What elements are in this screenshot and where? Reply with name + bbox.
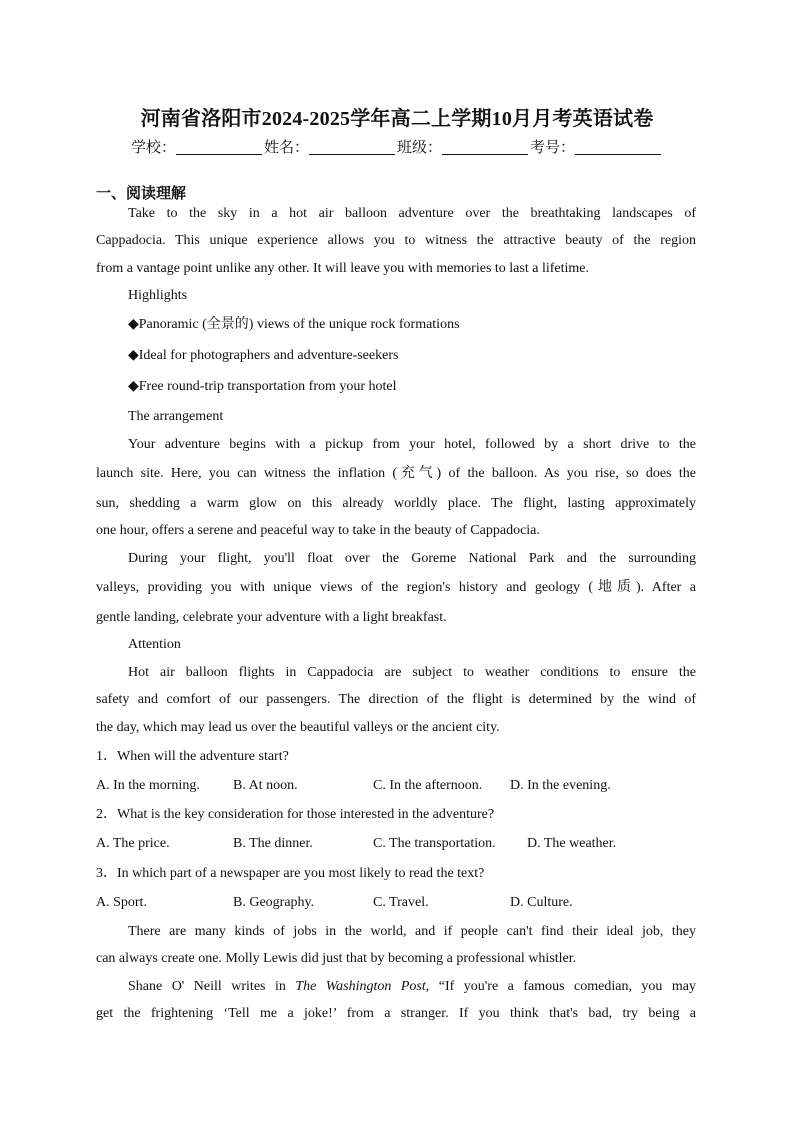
passage-text: Shane O' Neill writes in bbox=[128, 979, 296, 994]
passage-line: safety and comfort of our passengers. The direction of the flight is determined by the wind of bbox=[96, 692, 696, 707]
answer-option-c[interactable]: C. In the afternoon. bbox=[373, 778, 483, 793]
answer-option-a[interactable]: A. The price. bbox=[96, 836, 170, 851]
section-heading: 一、阅读理解 bbox=[96, 186, 187, 202]
answer-option-c[interactable]: C. Travel. bbox=[373, 895, 429, 910]
answer-option-b[interactable]: B. The dinner. bbox=[233, 836, 313, 851]
passage-line bbox=[128, 978, 696, 996]
passage-line: Take to the sky in a hot air balloon adventure over the breathtaking landscapes of bbox=[128, 206, 696, 221]
passage-line: launch site. Here, you can witness the inflation (充气) of the balloon. As you rise, so does the bbox=[96, 466, 696, 481]
passage-line: During your flight, you'll float over the Goreme National Park and the surrounding bbox=[128, 551, 696, 566]
passage-line: valleys, providing you with unique views of the region's history and geology (地质). After a bbox=[96, 580, 696, 595]
passage-subheading: The arrangement bbox=[128, 409, 224, 424]
class-blank[interactable] bbox=[442, 140, 528, 155]
list-item: ◆Ideal for photographers and adventure-seekers bbox=[128, 348, 399, 363]
question-stem: 1．When will the adventure start? bbox=[96, 749, 289, 764]
answer-option-b[interactable]: B. At noon. bbox=[233, 778, 298, 793]
answer-option-a[interactable]: A. Sport. bbox=[96, 895, 147, 910]
answer-option-c[interactable]: C. The transportation. bbox=[373, 836, 496, 851]
name-label: 姓名： bbox=[263, 140, 309, 156]
student-info-row bbox=[0, 136, 794, 157]
newspaper-title: The Washington Post bbox=[295, 979, 426, 994]
exam-number-blank[interactable] bbox=[575, 140, 661, 155]
passage-line: sun, shedding a warm glow on this already worldly place. The flight, lasting approximately bbox=[96, 496, 696, 511]
name-blank[interactable] bbox=[309, 140, 395, 155]
list-item: ◆Free round-trip transportation from your hotel bbox=[128, 379, 397, 394]
passage-subheading: Highlights bbox=[128, 288, 188, 303]
passage-line: Hot air balloon flights in Cappadocia are subject to weather conditions to ensure the bbox=[128, 665, 696, 680]
passage-line: Your adventure begins with a pickup from your hotel, followed by a short drive to the bbox=[128, 437, 696, 452]
exam-number-label: 考号： bbox=[530, 140, 576, 156]
answer-option-a[interactable]: A. In the morning. bbox=[96, 778, 200, 793]
school-blank[interactable] bbox=[176, 140, 262, 155]
list-item: ◆Panoramic (全景的) views of the unique rock formations bbox=[128, 317, 460, 332]
passage-text: , “If you're a famous comedian, you may bbox=[425, 979, 696, 994]
passage-subheading: Attention bbox=[128, 637, 181, 652]
passage-line: can always create one. Molly Lewis did just that by becoming a professional whistler. bbox=[96, 951, 577, 966]
school-label: 学校： bbox=[130, 140, 176, 156]
question-stem: 3．In which part of a newspaper are you most likely to read the text? bbox=[96, 866, 485, 881]
passage-line: gentle landing, celebrate your adventure with a light breakfast. bbox=[96, 610, 447, 625]
passage-line: get the frightening ‘Tell me a joke!’ from a stranger. If you think that's bad, try being a bbox=[96, 1006, 696, 1021]
passage-line: the day, which may lead us over the beautiful valleys or the ancient city. bbox=[96, 720, 500, 735]
page-title: 河南省洛阳市2024-2025学年高二上学期10月月考英语试卷 bbox=[140, 108, 654, 130]
answer-option-b[interactable]: B. Geography. bbox=[233, 895, 315, 910]
passage-line: There are many kinds of jobs in the world, and if people can't find their ideal job, they bbox=[128, 924, 696, 939]
answer-option-d[interactable]: D. Culture. bbox=[510, 895, 573, 910]
passage-line: one hour, offers a serene and peaceful way to take in the beauty of Cappadocia. bbox=[96, 523, 540, 538]
passage-line: Cappadocia. This unique experience allows you to witness the attractive beauty of the region bbox=[96, 233, 696, 248]
class-label: 班级： bbox=[397, 140, 443, 156]
answer-option-d[interactable]: D. The weather. bbox=[527, 836, 617, 851]
passage-line: from a vantage point unlike any other. It will leave you with memories to last a lifetime. bbox=[96, 261, 589, 276]
question-stem: 2．What is the key consideration for those interested in the adventure? bbox=[96, 807, 495, 822]
answer-option-d[interactable]: D. In the evening. bbox=[510, 778, 611, 793]
